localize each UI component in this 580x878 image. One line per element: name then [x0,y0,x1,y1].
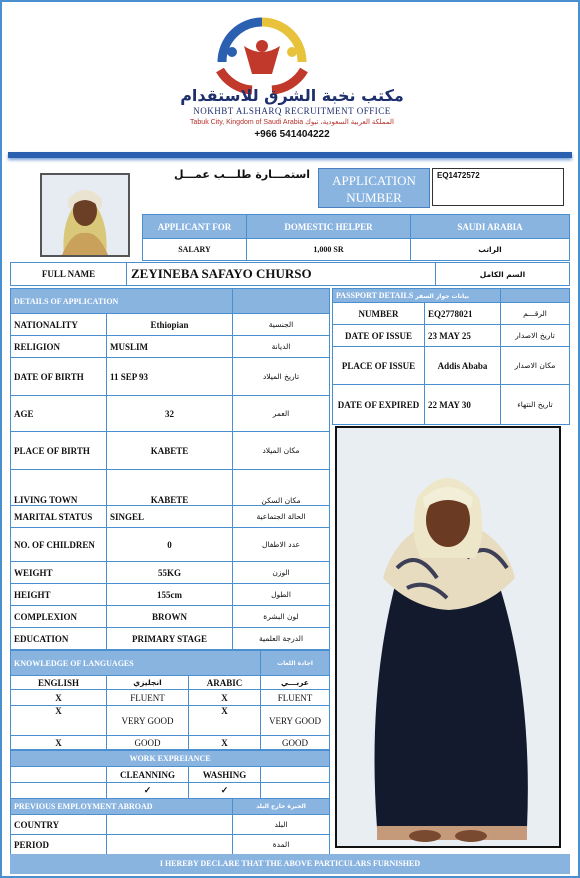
education-label-ar: الدرجة العلمية [233,628,330,650]
place-of-birth-label: PLACE OF BIRTH [11,432,107,470]
dob-label-ar: تاريخ الميلاد [233,358,330,396]
declaration-banner: I HEREBY DECLARE THAT THE ABOVE PARTICULARS FURNISHED [10,854,570,874]
education-value: PRIMARY STAGE [107,628,233,650]
header-divider [8,152,572,158]
english-good-mark: X [11,736,107,750]
arabic-fluent-level: FLUENT [261,690,330,706]
marital-status-label-ar: الحالة الجتماعية [233,506,330,528]
religion-value: MUSLIM [107,336,233,358]
height-label-ar: الطول [233,584,330,606]
living-town-value: KABETE [107,470,233,506]
arabic-label-ar: عربـــي [261,676,330,690]
previous-employment-table [10,798,330,855]
expiry-date-label: DATE OF EXPIRED [333,385,425,425]
applicant-for-table [142,214,570,261]
cleaning-check-icon: ✓ [107,783,189,799]
religion-label-ar: الديانة [233,336,330,358]
passport-header: PASSPORT DETAILS [336,291,414,300]
full-name-label: FULL NAME [11,263,127,286]
languages-header: KNOWLEDGE OF LANGUAGES [11,651,261,676]
org-phone: +966 541404222 [254,129,330,140]
issue-place-value: Addis Ababa [425,347,501,385]
place-of-birth-value: KABETE [107,432,233,470]
living-town-label: LIVING TOWN [11,470,107,506]
applicant-for-label: APPLICANT FOR [143,215,247,239]
expiry-date-label-ar: تاريخ النتهاء [501,385,570,425]
passport-number-value: EQ2778021 [425,303,501,325]
age-value: 32 [107,396,233,432]
children-label-ar: عدد الاطفال [233,528,330,562]
salary-label-ar: الراتب [411,239,570,261]
height-label: HEIGHT [11,584,107,606]
age-label: AGE [11,396,107,432]
issue-place-label-ar: مكان الاصدار [501,347,570,385]
weight-label-ar: الوزن [233,562,330,584]
complexion-value: BROWN [107,606,233,628]
arabic-label: ARABIC [189,676,261,690]
previous-header: PREVIOUS EMPLOYMENT ABROAD [11,799,233,815]
org-name-arabic: مكتب نخبة الشرق للاستقدام [180,86,404,105]
arabic-good-mark: X [189,736,261,750]
full-name-label-ar: السم الكامل [436,263,570,286]
applicant-photo-full [335,426,561,848]
age-label-ar: العمر [233,396,330,432]
applicant-photo-small [40,173,130,257]
complexion-label: COMPLEXION [11,606,107,628]
application-number-label: APPLICATION NUMBER [318,168,430,208]
org-name-english: NOKHBT ALSHARQ RECRUITMENT OFFICE [193,106,391,116]
weight-value: 55KG [107,562,233,584]
arabic-verygood-mark: X [189,706,261,736]
expiry-date-value: 22 MAY 30 [425,385,501,425]
full-name-table [10,262,570,286]
period-label: PERIOD [11,835,107,855]
english-verygood-mark: X [11,706,107,736]
work-header: WORK EXPREIANCE [11,751,330,767]
country-label: COUNTRY [11,815,107,835]
arabic-verygood-level: VERY GOOD [261,706,330,736]
children-label: NO. OF CHILDREN [11,528,107,562]
nationality-label-ar: الجنسية [233,314,330,336]
weight-label: WEIGHT [11,562,107,584]
application-number-value: EQ1472572 [432,168,564,206]
religion-label: RELIGION [11,336,107,358]
passport-header-ar: بيانات جواز السفر [415,293,470,300]
passport-number-label-ar: الرقـــم [501,303,570,325]
languages-header-ar: اجادة اللغات [261,651,330,676]
place-of-birth-label-ar: مكان الميلاد [233,432,330,470]
children-value: 0 [107,528,233,562]
english-fluent-level: FLUENT [107,690,189,706]
full-name-value: ZEYINEBA SAFAYO CHURSO [127,263,436,286]
work-table [10,750,330,799]
issue-place-label: PLACE OF ISSUE [333,347,425,385]
education-label: EDUCATION [11,628,107,650]
dob-label: DATE OF BIRTH [11,358,107,396]
form-title-arabic: استمـــارة طلـــب عمـــل [173,168,311,181]
issue-date-label-ar: تاريخ الاصدار [501,325,570,347]
washing-label: WASHING [189,767,261,783]
complexion-label-ar: لون البشرة [233,606,330,628]
washing-check-icon: ✓ [189,783,261,799]
nationality-label: NATIONALITY [11,314,107,336]
issue-date-value: 23 MAY 25 [425,325,501,347]
country-label-ar: البلد [233,815,330,835]
english-fluent-mark: X [11,690,107,706]
applicant-for-job: DOMESTIC HELPER [247,215,411,239]
living-town-label-ar: مكان السكن [233,470,330,506]
org-location: Tabuk City, Kingdom of Saudi Arabia المملكة العربية السعودية، تبوك [190,119,394,126]
company-logo [202,12,322,96]
english-label: ENGLISH [11,676,107,690]
passport-number-label: NUMBER [333,303,425,325]
passport-table [332,288,570,425]
height-value: 155cm [107,584,233,606]
english-good-level: GOOD [107,736,189,750]
languages-table [10,650,330,750]
issue-date-label: DATE OF ISSUE [333,325,425,347]
previous-header-ar: الخبرة خارج البلد [233,799,330,815]
nationality-value: Ethiopian [107,314,233,336]
marital-status-value: SINGEL [107,506,233,528]
arabic-good-level: GOOD [261,736,330,750]
cleaning-label: CLEANNING [107,767,189,783]
period-label-ar: المدة [233,835,330,855]
english-label-ar: انجليزي [107,676,189,690]
english-verygood-level: VERY GOOD [107,706,189,736]
salary-value: 1,000 SR [247,239,411,261]
applicant-for-country: SAUDI ARABIA [411,215,570,239]
marital-status-label: MARITAL STATUS [11,506,107,528]
arabic-fluent-mark: X [189,690,261,706]
details-table [10,288,330,650]
details-header: DETAILS OF APPLICATION [11,289,233,314]
salary-label: SALARY [143,239,247,261]
dob-value: 11 SEP 93 [107,358,233,396]
